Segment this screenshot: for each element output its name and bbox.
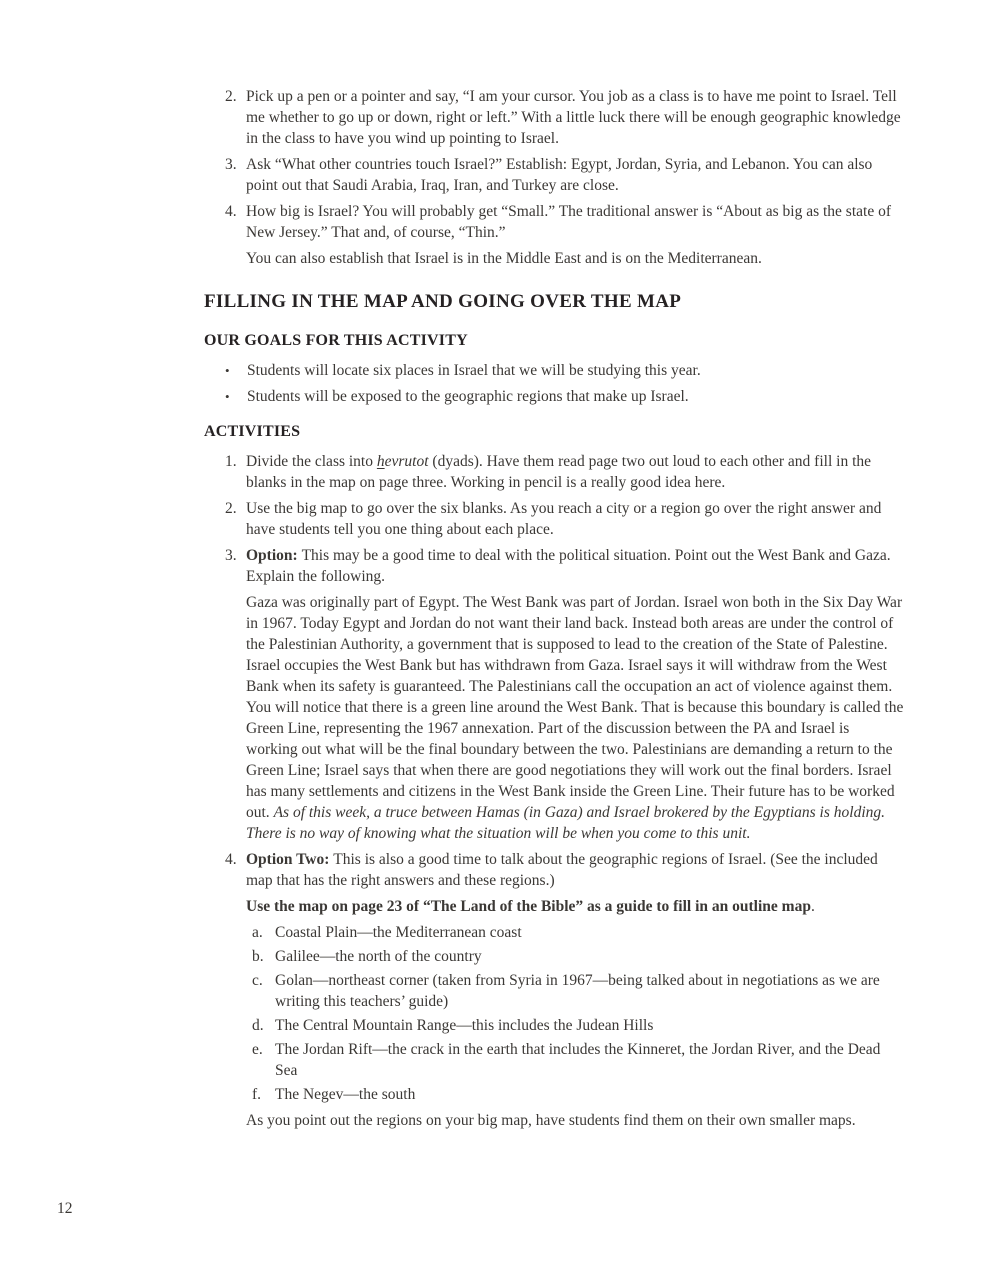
region-text: Coastal Plain—the Mediterranean coast [275,924,522,941]
list-item-3 [225,154,904,196]
list-text: Ask “What other countries touch Israel?” Establish: Egypt, Jordan, Syria, and Lebanon. You can also point out that Saudi Arabia, Iraq, Iran, and Turkey are close. [246,156,873,194]
goal-bullet-2 [225,386,904,407]
region-item-f [252,1084,904,1105]
option-two-label: Option Two: [246,851,334,868]
list-number: 4. [225,203,237,220]
section-heading: FILLING IN THE MAP AND GOING OVER THE MAP [204,291,682,312]
text-run: This is also a good time to talk about the geographic regions of Israel. (See the included map that has the right answers and these regions.) [246,851,878,889]
letter-marker: d. [252,1017,264,1034]
region-item-b [252,946,904,967]
political-situation-paragraph [246,592,904,844]
page-number: 12 [57,1200,73,1217]
bullet-glyph: • [225,389,230,404]
map-instruction-period: . [810,898,815,915]
list-number: 1. [225,453,237,470]
list-item-4 [225,201,904,269]
italic-note: As of this week, a truce between Hamas (in Gaza) and Israel brokered by the Egyptians is holding. There is no way of knowing what the situation will be when you come to this unit. [246,804,885,842]
activity-text [246,451,904,493]
list-text-followup: You can also establish that Israel is in the Middle East and is on the Mediterranean. [246,250,762,267]
list-number: 3. [225,547,237,564]
text-run: (dyads). Have them read page two out loud to each other and fill in the blanks in the map on page three. Working in pencil is a really good idea here. [246,453,872,491]
letter-marker: c. [252,972,263,989]
hevrutot-rest: evrutot [384,453,429,470]
letter-marker: b. [252,948,264,965]
region-text: The Jordan Rift—the crack in the earth that includes the Kinneret, the Jordan River, and the Dead Sea [275,1041,881,1079]
region-text: Golan—northeast corner (taken from Syria in 1967—being talked about in negotiations as we are writing this teachers’ guide) [275,972,880,1010]
region-text: Galilee—the north of the country [275,948,482,965]
list-text [246,201,904,269]
text-run: Divide the class into [246,453,377,470]
activity-item-3 [225,545,904,587]
letter-marker: e. [252,1041,263,1058]
activity-text: Use the big map to go over the six blanks. As you reach a city or a region go over the right answer and have students tell you one thing about each place. [246,500,882,538]
content-column [204,86,904,1131]
list-number: 4. [225,851,237,868]
goals-heading: OUR GOALS FOR THIS ACTIVITY [204,332,468,349]
region-item-a [252,922,904,943]
map-instruction-bold: Use the map on page 23 of “The Land of the Bible” as a guide to fill in an outline map [246,898,811,915]
list-number: 3. [225,156,237,173]
goal-text: Students will locate six places in Israel that we will be studying this year. [247,362,701,379]
activity-item-1 [225,451,904,493]
activities-heading: ACTIVITIES [204,423,301,440]
list-item-2 [225,86,904,149]
activity-text [246,849,904,891]
text-run: This may be a good time to deal with the political situation. Point out the West Bank and Gaza. Explain the following. [246,547,891,585]
closing-paragraph: As you point out the regions on your big map, have students find them on their own smaller maps. [246,1112,856,1129]
option-label: Option: [246,547,302,564]
hevrutot-initial: h [376,453,385,470]
activity-text [246,545,904,587]
region-item-e [252,1039,904,1081]
activity-item-4 [225,849,904,891]
map-instruction-line [246,896,904,917]
region-text: The Negev—the south [275,1086,416,1103]
region-text: The Central Mountain Range—this includes the Judean Hills [275,1017,654,1034]
activity-item-2 [225,498,904,540]
letter-marker: f. [252,1086,262,1103]
list-text: Pick up a pen or a pointer and say, “I am your cursor. You job as a class is to have me point to Israel. Tell me whether to go up or down, right or left.” With a little luck there will be enough geographic knowledge in the class to have you wind up pointing to Israel. [246,88,901,147]
list-number: 2. [225,88,237,105]
region-item-c [252,970,904,1012]
region-item-d [252,1015,904,1036]
goal-text: Students will be exposed to the geographic regions that make up Israel. [247,388,689,405]
goal-bullet-1 [225,360,904,381]
bullet-glyph: • [225,363,230,378]
text-run: Gaza was originally part of Egypt. The West Bank was part of Jordan. Israel won both in the Six Day War in 1967. Today Egypt and Jordan do not want their land back. Instead both areas are under the control of the Palestinian Authority, a government that is supposed to lead to the creation of the State of Palestine. Israel occupies the West Bank but has withdrawn from Gaza. Israel says it will withdraw from the West Bank when its safety is guaranteed. The Palestinians call the occupation an act of violence against them. You will notice that there is a green line around the West Bank. That is because this boundary is called the Green Line, representing the 1967 annexation. Part of the discussion between the PA and Israel is working out what will be the final boundary between the two. Palestinians are demanding a return to the Green Line; Israel says that when there are good negotiations they will work out the final borders. Israel has many settlements and citizens in the West Bank inside the Green Line. Their future has to be worked out. [246,594,904,821]
list-text-main: How big is Israel? You will probably get “Small.” The traditional answer is “About as big as the state of New Jersey.” That and, of course, “Thin.” [246,203,891,241]
list-number: 2. [225,500,237,517]
letter-marker: a. [252,924,263,941]
regions-letter-list [252,922,904,1105]
